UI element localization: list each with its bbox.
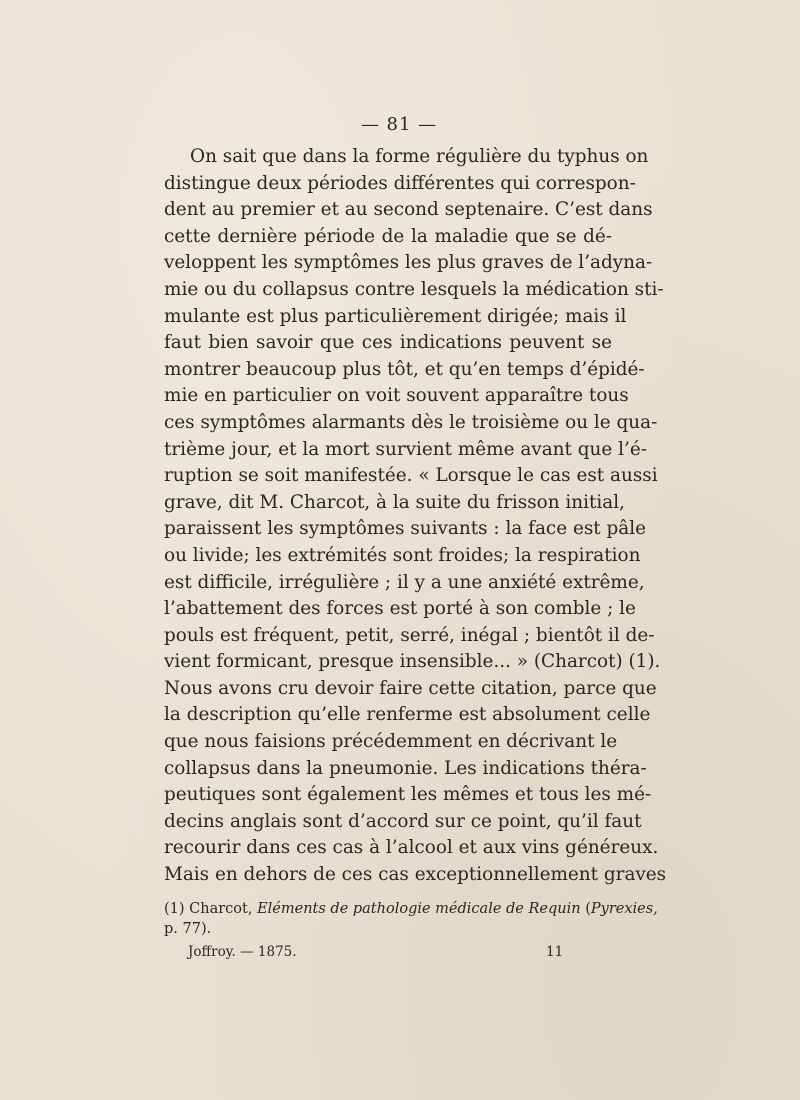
footnote [164, 899, 658, 939]
text-line: ou livide; les extrémités sont froides; la respiration [164, 544, 641, 566]
footnote-marker: (1) [164, 900, 185, 917]
footnote-line [164, 919, 612, 939]
text-line: ruption se soit manifestée. « Lorsque le cas est aussi [164, 465, 658, 487]
page-number: — 81 — [360, 114, 438, 135]
text-line: veloppent les symptômes les plus graves de l’adyna- [164, 252, 653, 274]
text-line: mie en particulier on voit souvent apparaître tous [164, 385, 629, 407]
text-line: pouls est fréquent, petit, serré, inégal ; bientôt il de- [164, 624, 655, 646]
text-line: On sait que dans la forme régulière du typhus on [190, 146, 649, 167]
text-line: dent au premier et au second septenaire. C’est dans [164, 199, 653, 221]
text-line: que nous faisions précédemment en décrivant le [164, 731, 618, 753]
signature-sheet-number: 11 [546, 943, 564, 960]
footnote-section: Pyrexies, [590, 900, 658, 917]
text-line: trième jour, et la mort survient même avant que l’é- [164, 438, 647, 460]
footnote-paren: ( [585, 900, 591, 917]
signature-author-year: Joffroy. — 1875. [188, 943, 297, 960]
text-line: collapsus dans la pneumonie. Les indications théra- [164, 757, 647, 779]
footnote-page-ref: p. 77). [164, 920, 212, 937]
body-text [164, 144, 667, 889]
text-line: mulante est plus particulièrement dirigée; mais il [164, 305, 627, 327]
signature-line [164, 943, 612, 961]
footnote-line [164, 899, 658, 919]
text-line: Mais en dehors de ces cas exceptionnellement graves [164, 864, 667, 886]
text-line: mie ou du collapsus contre lesquels la médication sti- [164, 278, 664, 300]
text-line: peutiques sont également les mêmes et tous les mé- [164, 784, 652, 806]
text-line: l’abattement des forces est porté à son comble ; le [164, 598, 636, 620]
text-line: faut bien savoir que ces indications peuvent se [164, 332, 612, 354]
footnote-author: Charcot, [189, 900, 253, 917]
text-line: montrer beaucoup plus tôt, et qu’en temps d’épidé- [164, 358, 645, 380]
text-line: vient formicant, presque insensible... » (Charcot) (1). [164, 651, 661, 673]
text-line: cette dernière période de la maladie que se dé- [164, 225, 612, 247]
text-line: distingue deux périodes différentes qui correspon- [164, 172, 636, 194]
text-line: Nous avons cru devoir faire cette citation, parce que [164, 677, 657, 699]
text-line: grave, dit M. Charcot, à la suite du frisson initial, [164, 491, 625, 513]
page [164, 112, 667, 961]
text-line: est difficile, irrégulière ; il y a une anxiété extrême, [164, 571, 645, 593]
text-line: decins anglais sont d’accord sur ce point, qu’il faut [164, 810, 642, 832]
text-line: ces symptômes alarmants dès le troisième ou le qua- [164, 411, 658, 433]
text-line: recourir dans ces cas à l’alcool et aux vins généreux. [164, 837, 659, 859]
footnote-work-title: Eléments de pathologie médicale de Requin [257, 900, 581, 917]
text-line: la description qu’elle renferme est absolument celle [164, 704, 651, 726]
text-line: paraissent les symptômes suivants : la face est pâle [164, 518, 646, 540]
